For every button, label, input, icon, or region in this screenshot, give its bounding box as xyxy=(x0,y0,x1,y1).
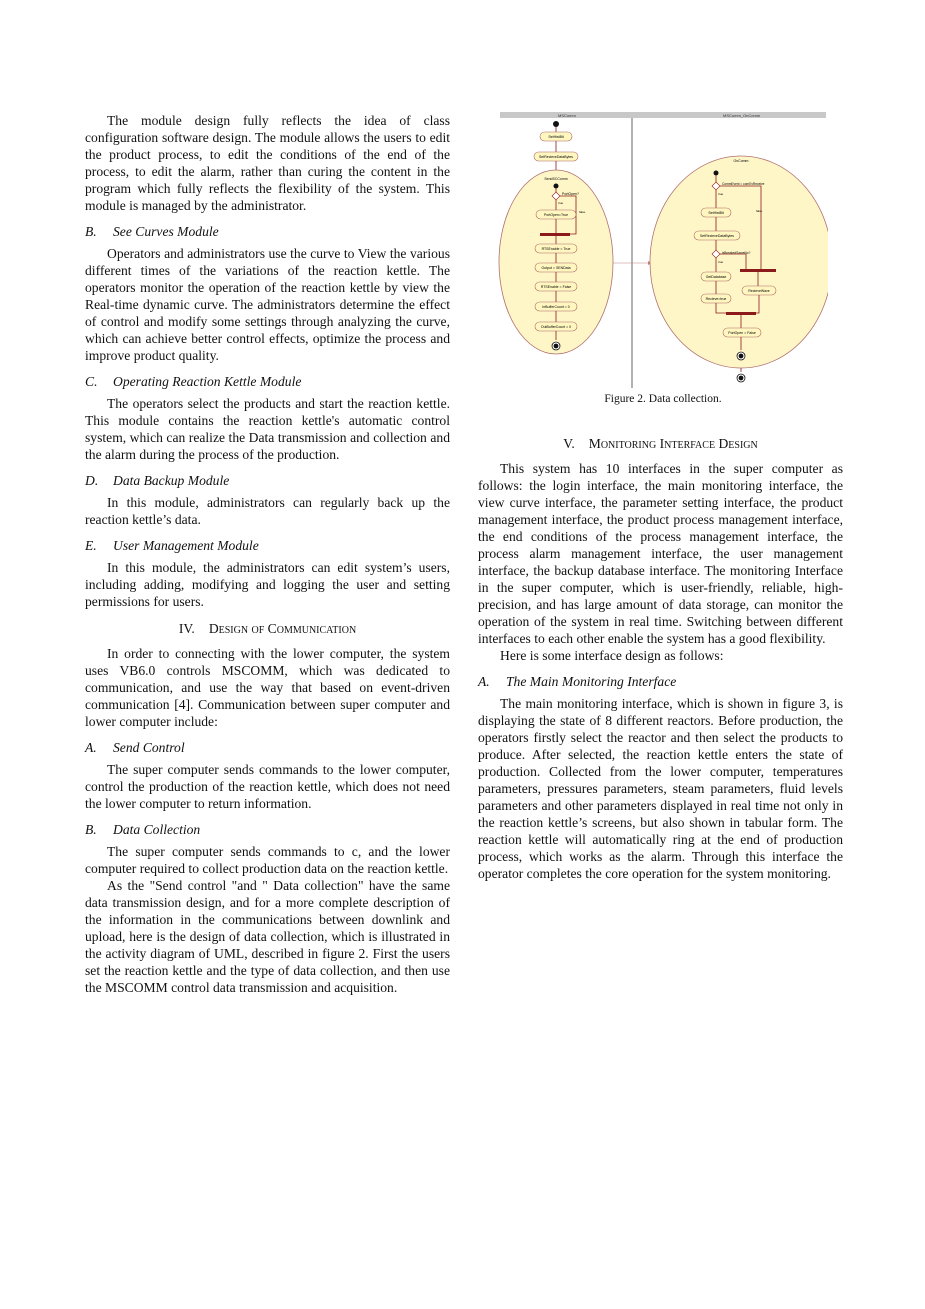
subsection-title: Data Collection xyxy=(113,822,201,837)
paragraph: This system has 10 interfaces in the super computer as follows: the login interface, the main monitoring interface, the view curve interface, the parameter setting interface, the product management interface, the product process management interface, the end conditions of the process management interface, the process alarm management interface, the user management interface, the backup database interface. The monitoring Interface in the super computer, which is user-friendly, reliable, high-precision, and has large amount of data storage, can monitor the operation of the system in real time. Switching between different interfaces to each other enable the system has a good flexibility. xyxy=(478,461,843,646)
action-label: RTSEnable = True xyxy=(541,247,571,251)
subsection-label: B. xyxy=(85,822,97,837)
subsection-heading xyxy=(85,537,450,554)
sync-bar xyxy=(726,312,756,315)
action-label: GetDatabase xyxy=(705,275,727,279)
subsection-heading xyxy=(85,223,450,240)
subsection-heading xyxy=(85,821,450,838)
action-label: PortOpen = False xyxy=(728,331,756,335)
paragraph: The super computer sends commands to the lower computer, control the production of the reaction kettle, which does not need the lower computer to return information. xyxy=(85,762,450,811)
guard-label: true xyxy=(718,260,724,264)
action-label: SetHistBit xyxy=(708,211,724,215)
section-title: Monitoring Interface Design xyxy=(588,436,758,451)
left-column xyxy=(85,112,450,996)
subsection-title: Send Control xyxy=(113,740,185,755)
guard-label: false xyxy=(756,209,763,213)
subsection-title: Operating Reaction Kettle Module xyxy=(113,374,302,389)
action-label: SetRecieveDataBytes xyxy=(699,234,735,238)
guard-label: true xyxy=(558,201,564,205)
subsection-heading xyxy=(478,673,843,690)
paragraph: The super computer sends commands to c, and the lower computer required to collect production data on the reaction kettle. xyxy=(85,844,450,876)
section-number: IV. xyxy=(178,621,195,636)
action-label: OutBufferCount = 0 xyxy=(540,325,572,329)
paragraph: As the "Send control "and " Data collection" have the same data transmission design, and for a more complete description of the information in the communications between downlink and upload, here is the design of data collection, which is illustrated in the activity diagram of UML, described in figure 2. First the users set the reaction kettle and the type of data collection, and then use the MSCOMM control data transmission and acquisition. xyxy=(85,878,450,995)
sync-bar xyxy=(540,233,570,236)
paragraph: Here is some interface design as follows: xyxy=(500,648,724,663)
guard-label: false xyxy=(579,210,586,214)
paragraph: The operators select the products and start the reaction kettle. This module contains the reaction kettle's automatic control system, which can realize the Data transmission and collection and the alarm during the process of the production. xyxy=(85,396,450,462)
figure-caption: Figure 2. Data collection. xyxy=(604,393,722,405)
subsection-label: A. xyxy=(85,740,97,755)
action-label: SetRecieveDataBytes xyxy=(538,155,574,159)
action-label: PortOpen=True xyxy=(543,213,569,217)
right-column xyxy=(478,435,843,882)
section-heading xyxy=(478,435,843,452)
section-number: V. xyxy=(563,436,575,451)
subsection-heading xyxy=(85,739,450,756)
initial-node xyxy=(714,171,719,176)
paragraph: In this module, the administrators can edit system’s users, including adding, modifying and logging the user and setting permissions for users. xyxy=(85,560,450,609)
subsection-title: Data Backup Module xyxy=(113,473,230,488)
section-heading xyxy=(85,620,450,637)
swimlane-right-label: MSComm_OnComm xyxy=(723,113,761,118)
guard-label: PortOpen? xyxy=(562,192,579,196)
composite-state-label: OnComm xyxy=(733,159,749,163)
subsection-label: C. xyxy=(85,374,98,389)
paragraph: The module design fully reflects the idea of class configuration software design. The module allows the users to edit the product process, to edit the conditions of the end of the process, to edit the alarm, rather than curing the content in the program which fully reflects the flexibility of the system. This module is managed by the administrator. xyxy=(85,113,450,213)
subsection-heading xyxy=(85,373,450,390)
paragraph: The main monitoring interface, which is shown in figure 3, is displaying the state of 8 different reactors. Before production, the operators firstly select the reactor and then select the products to produce. After selected, the reaction kettle enters the state of production. Collected from the lower computer, temperatures parameters, pressures parameters, steam parameters, fluid levels parameters and other parameters displayed in real time not only in the reaction kettle’s screens, but also shown in tabular form. The reaction kettle will automatically ring at the end of production process, which works as the alarm. Through this interface the operator completes the core operation for the system monitoring. xyxy=(478,696,843,881)
subsection-label: A. xyxy=(478,674,490,689)
initial-node xyxy=(554,184,559,189)
subsection-title: See Curves Module xyxy=(113,224,219,239)
action-label: InBufferCount = 0 xyxy=(542,305,570,309)
action-label: RecieveWave xyxy=(748,289,770,293)
subsection-label: E. xyxy=(85,538,97,553)
subsection-title: User Management Module xyxy=(113,538,259,553)
composite-state-label: SendSCComm xyxy=(544,177,568,181)
subsection-heading xyxy=(85,472,450,489)
action-label: SetHistBit xyxy=(548,135,564,139)
subsection-label: D. xyxy=(85,473,99,488)
sync-bar xyxy=(740,269,776,272)
initial-node xyxy=(553,121,559,127)
swimlane-header xyxy=(500,112,826,118)
guard-label: CommEvent = comEvReceive xyxy=(722,182,765,186)
paragraph: In this module, administrators can regularly back up the reaction kettle’s data. xyxy=(85,495,450,527)
swimlane-left-label: MSComm xyxy=(558,113,576,118)
action-label: RTSEnable = False xyxy=(540,285,572,289)
action-label: Recieve=true xyxy=(705,297,727,301)
paragraph: Operators and administrators use the curve to View the various different times of the variations of the reaction kettle. The operators monitor the operation of the reaction kettle by view the Real-time dynamic curve. The administrators determine the effect of control and modify some settings through analyzing the curve, which can achieve better control effects, optimize the process and improve product quality. xyxy=(85,246,450,363)
section-title: Design of Communication xyxy=(208,621,357,636)
guard-label: true xyxy=(718,192,724,196)
subsection-label: B. xyxy=(85,224,97,239)
subsection-title: The Main Monitoring Interface xyxy=(506,674,677,689)
paragraph: In order to connecting with the lower computer, the system uses VB6.0 controls MSCOMM, which was dedicated to communication, and use the way that based on event-driven communication [4]. Communication between super computer and lower computer include: xyxy=(85,646,450,729)
guard-label: isBreakedSameNo? xyxy=(722,251,751,255)
action-label: Output = SENData xyxy=(541,266,571,270)
uml-activity-diagram xyxy=(498,110,828,388)
